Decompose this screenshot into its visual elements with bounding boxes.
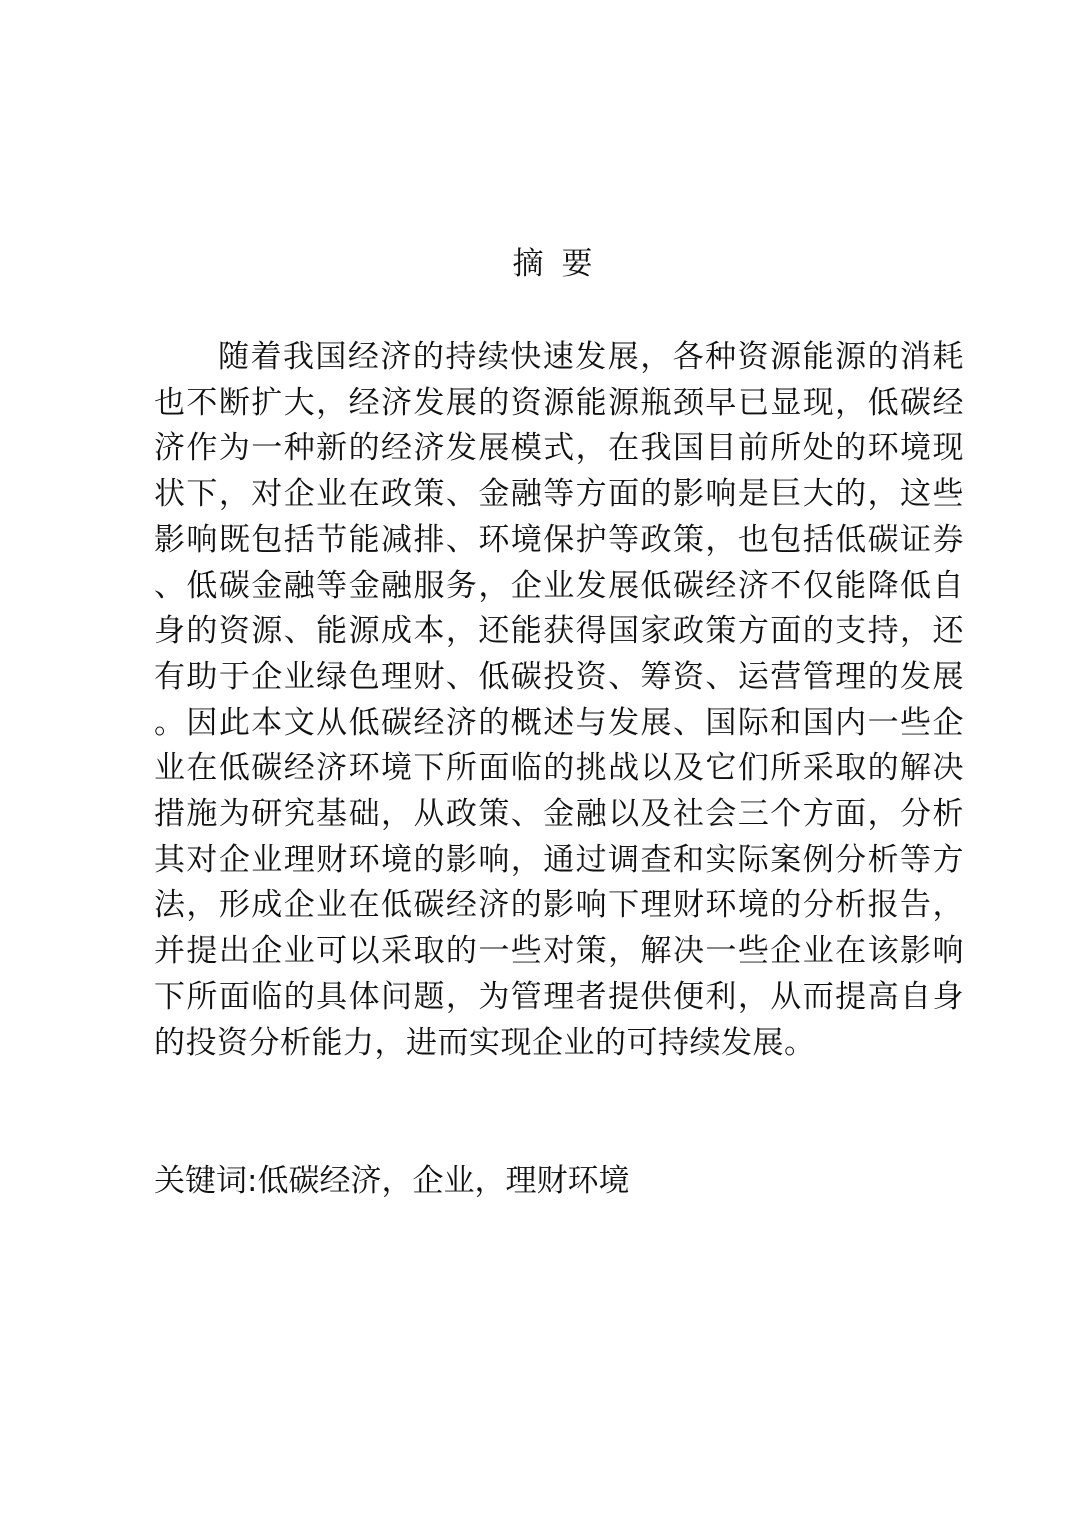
abstract-title: 摘要: [512, 246, 611, 282]
keywords-line: [154, 1159, 964, 1204]
abstract-body: 随着我国经济的持续快速发展，各种资源能源的消耗也不断扩大，经济发展的资源能源瓶颈早已显现，低碳经济作为一种新的经济发展模式，在我国目前所处的环境现状下，对企业在政策、金融等方面的影响是巨大的，这些影响既包括节能减排、环境保护等政策，也包括低碳证券、低碳金融等金融服务，企业发展低碳经济不仅能降低自身的资源、能源成本，还能获得国家政策方面的支持，还有助于企业绿色理财、低碳投资、筹资、运营管理的发展。因此本文从低碳经济的概述与发展、国际和国内一些企业在低碳经济环境下所面临的挑战以及它们所采取的解决措施为研究基础，从政策、金融以及社会三个方面，分析其对企业理财环境的影响，通过调查和实际案例分析等方法，形成企业在低碳经济的影响下理财环境的分析报告，并提出企业可以采取的一些对策，解决一些企业在该影响下所面临的具体问题，为管理者提供便利，从而提高自身的投资分析能力，进而实现企业的可持续发展。: [154, 339, 964, 1061]
keywords-label: 关键词:: [154, 1163, 258, 1199]
keywords-value: 低碳经济，企业，理财环境: [257, 1163, 630, 1199]
